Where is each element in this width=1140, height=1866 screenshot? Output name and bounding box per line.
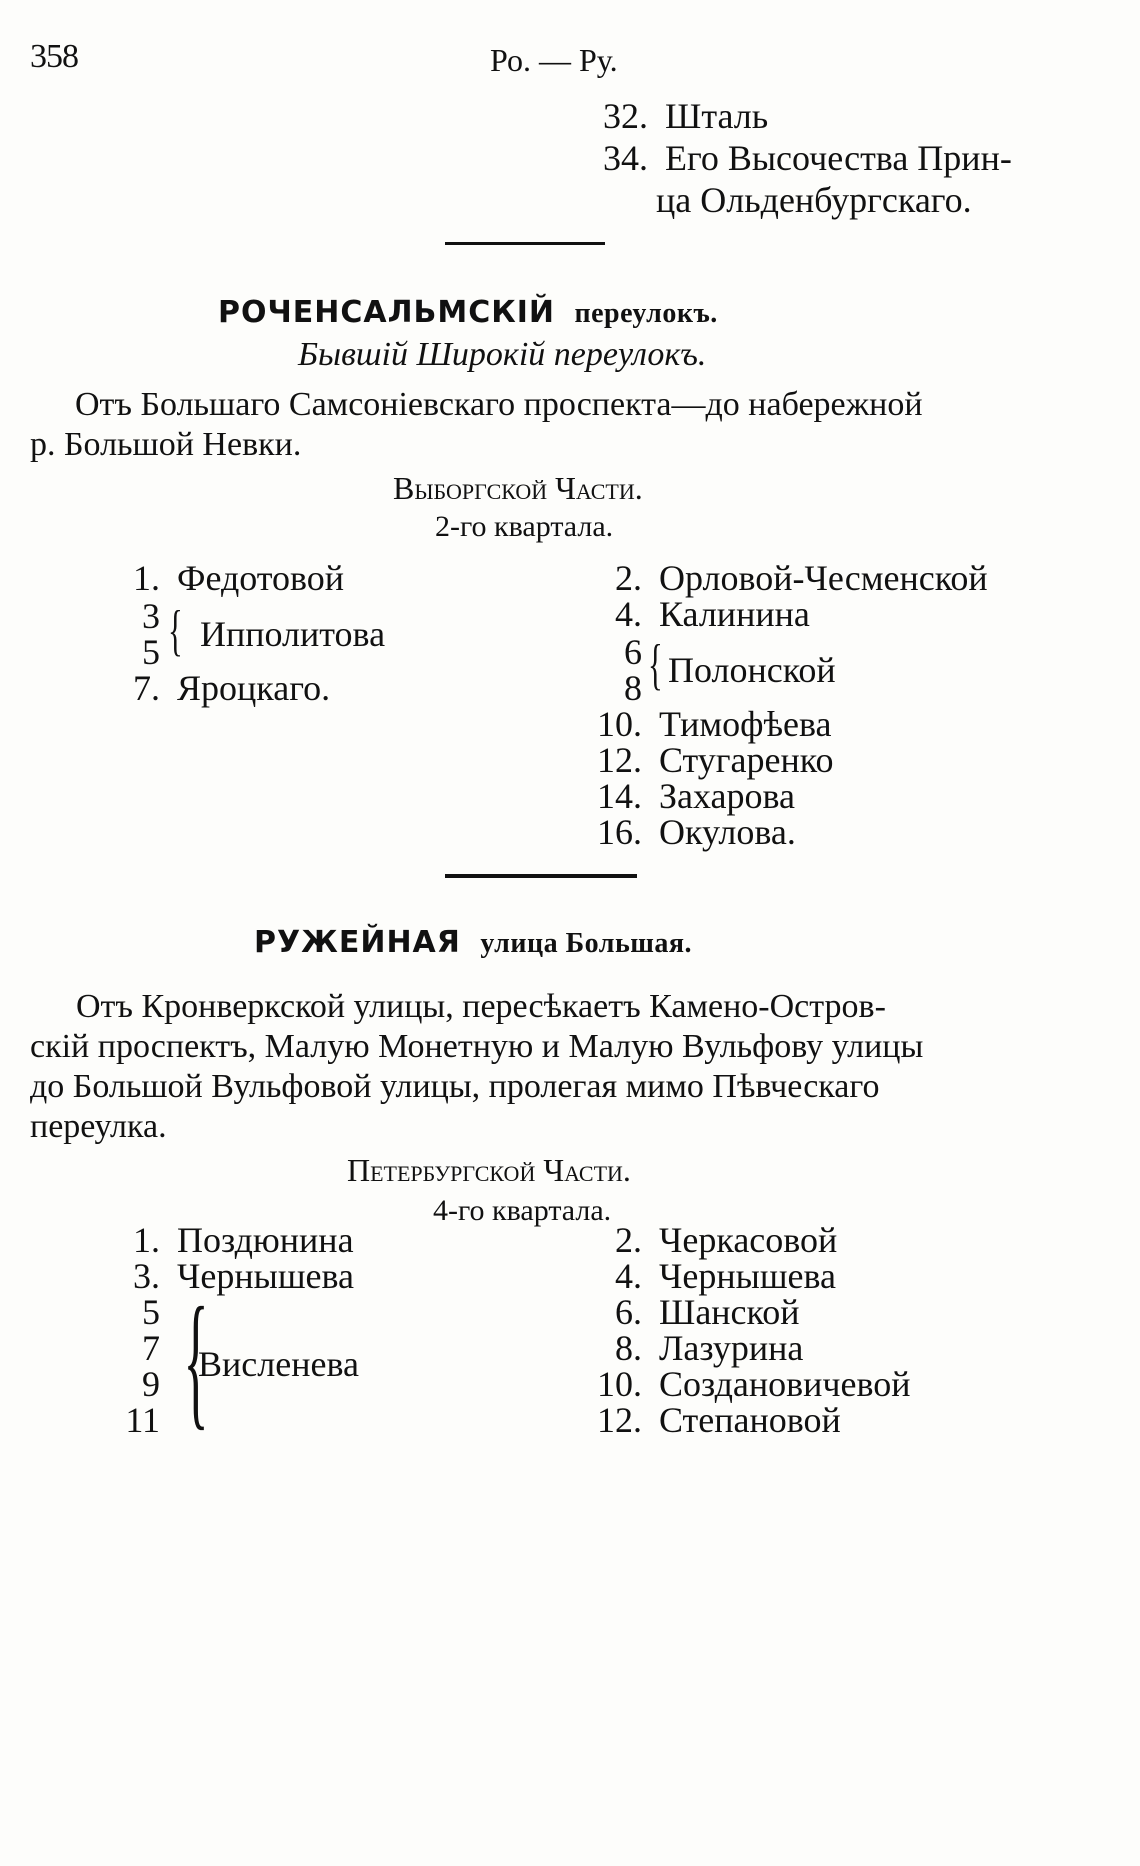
owner-name: Калинина bbox=[659, 594, 810, 634]
house-entry bbox=[120, 666, 330, 710]
district-name: Выборгской Части. bbox=[393, 470, 643, 506]
owner-name: Яроцкаго. bbox=[177, 668, 331, 708]
section-divider bbox=[445, 874, 637, 878]
street-description: Отъ Кронверкской улицы, пересѣкаетъ Камено-Остров- bbox=[76, 988, 886, 1025]
house-number: 5 bbox=[142, 632, 160, 672]
house-entry bbox=[582, 810, 796, 854]
grouping-brace: { bbox=[183, 1277, 209, 1443]
street-description: Отъ Большаго Самсоніевскаго проспекта—до набережной bbox=[75, 386, 923, 423]
owner-name: Висленева bbox=[198, 1344, 359, 1384]
house-number: 2. bbox=[615, 1220, 642, 1260]
owner-name: Шталь bbox=[665, 96, 769, 136]
street-description: р. Большой Невки. bbox=[30, 426, 302, 463]
house-number: 10. bbox=[597, 1364, 642, 1404]
former-name: Бывшій Широкій переулокъ. bbox=[298, 336, 707, 373]
grouping-brace: { bbox=[168, 600, 183, 662]
house-number: 6 bbox=[624, 632, 642, 672]
street-description: переулка. bbox=[30, 1108, 167, 1145]
house-number: 5 bbox=[142, 1292, 160, 1332]
street-description: до Большой Вульфовой улицы, пролегая мимо Пѣвческаго bbox=[30, 1068, 880, 1105]
house-entry bbox=[582, 1398, 841, 1442]
owner-name: Создановичевой bbox=[659, 1364, 911, 1404]
owner-name: Полонской bbox=[668, 650, 836, 690]
owner-name: Его Высочества Прин- bbox=[665, 138, 1012, 178]
house-number: 1. bbox=[133, 558, 160, 598]
section-title bbox=[254, 924, 692, 963]
house-number: 9 bbox=[142, 1364, 160, 1404]
owner-name: Федотовой bbox=[177, 558, 345, 598]
street-description: скій проспектъ, Малую Монетную и Малую Вульфову улицы bbox=[30, 1028, 924, 1065]
owner-name: Захарова bbox=[659, 776, 796, 816]
house-number: 4. bbox=[615, 1256, 642, 1296]
street-name-caps: РУЖЕЙНАЯ bbox=[254, 925, 461, 960]
street-name-caps: РОЧЕНСАЛЬМСКІЙ bbox=[218, 295, 556, 330]
owner-name: Черкасовой bbox=[659, 1220, 838, 1260]
house-number: 8. bbox=[615, 1328, 642, 1368]
continuation-entry bbox=[588, 94, 768, 138]
owner-name: Ипполитова bbox=[200, 614, 386, 654]
quarter-name: 2-го квартала. bbox=[435, 510, 614, 543]
street-type: переулокъ. bbox=[574, 298, 718, 329]
house-number: 34. bbox=[603, 138, 648, 178]
house-number: 7. bbox=[133, 668, 160, 708]
house-number: 32. bbox=[603, 96, 648, 136]
house-number: 12. bbox=[597, 1400, 642, 1440]
owner-name: Чернышева bbox=[659, 1256, 837, 1296]
section-title bbox=[218, 294, 718, 333]
owner-name: Орловой-Чесменской bbox=[659, 558, 988, 598]
owner-name: Стугаренко bbox=[659, 740, 834, 780]
continuation-entry bbox=[588, 136, 1012, 180]
owner-name: Тимофѣева bbox=[659, 704, 832, 744]
house-entry bbox=[120, 1398, 160, 1442]
quarter-name: 4-го квартала. bbox=[433, 1194, 612, 1227]
house-number: 10. bbox=[597, 704, 642, 744]
house-number: 16. bbox=[597, 812, 642, 852]
street-type: улица Большая. bbox=[480, 928, 693, 959]
house-number: 8 bbox=[624, 668, 642, 708]
continuation-entry-wrap: ца Ольденбургскаго. bbox=[656, 180, 972, 220]
house-number: 1. bbox=[133, 1220, 160, 1260]
house-number: 7 bbox=[142, 1328, 160, 1368]
house-number: 3. bbox=[133, 1256, 160, 1296]
page-number: 358 bbox=[30, 38, 78, 75]
owner-name: Окулова. bbox=[659, 812, 796, 852]
grouping-brace: { bbox=[648, 634, 663, 696]
section-divider bbox=[445, 242, 605, 245]
house-number: 12. bbox=[597, 740, 642, 780]
owner-name: Чернышева bbox=[177, 1256, 355, 1296]
owner-name: Лазурина bbox=[659, 1328, 804, 1368]
house-number: 11 bbox=[125, 1400, 160, 1440]
owner-name: Шанской bbox=[659, 1292, 800, 1332]
running-title: Ро. — Ру. bbox=[490, 42, 618, 78]
owner-name: Поздюнина bbox=[177, 1220, 354, 1260]
house-number: 3 bbox=[142, 596, 160, 636]
house-number: 4. bbox=[615, 594, 642, 634]
district-name: Петербургской Части. bbox=[347, 1152, 631, 1188]
house-number: 14. bbox=[597, 776, 642, 816]
owner-name: Степановой bbox=[659, 1400, 841, 1440]
house-number: 6. bbox=[615, 1292, 642, 1332]
house-number: 2. bbox=[615, 558, 642, 598]
